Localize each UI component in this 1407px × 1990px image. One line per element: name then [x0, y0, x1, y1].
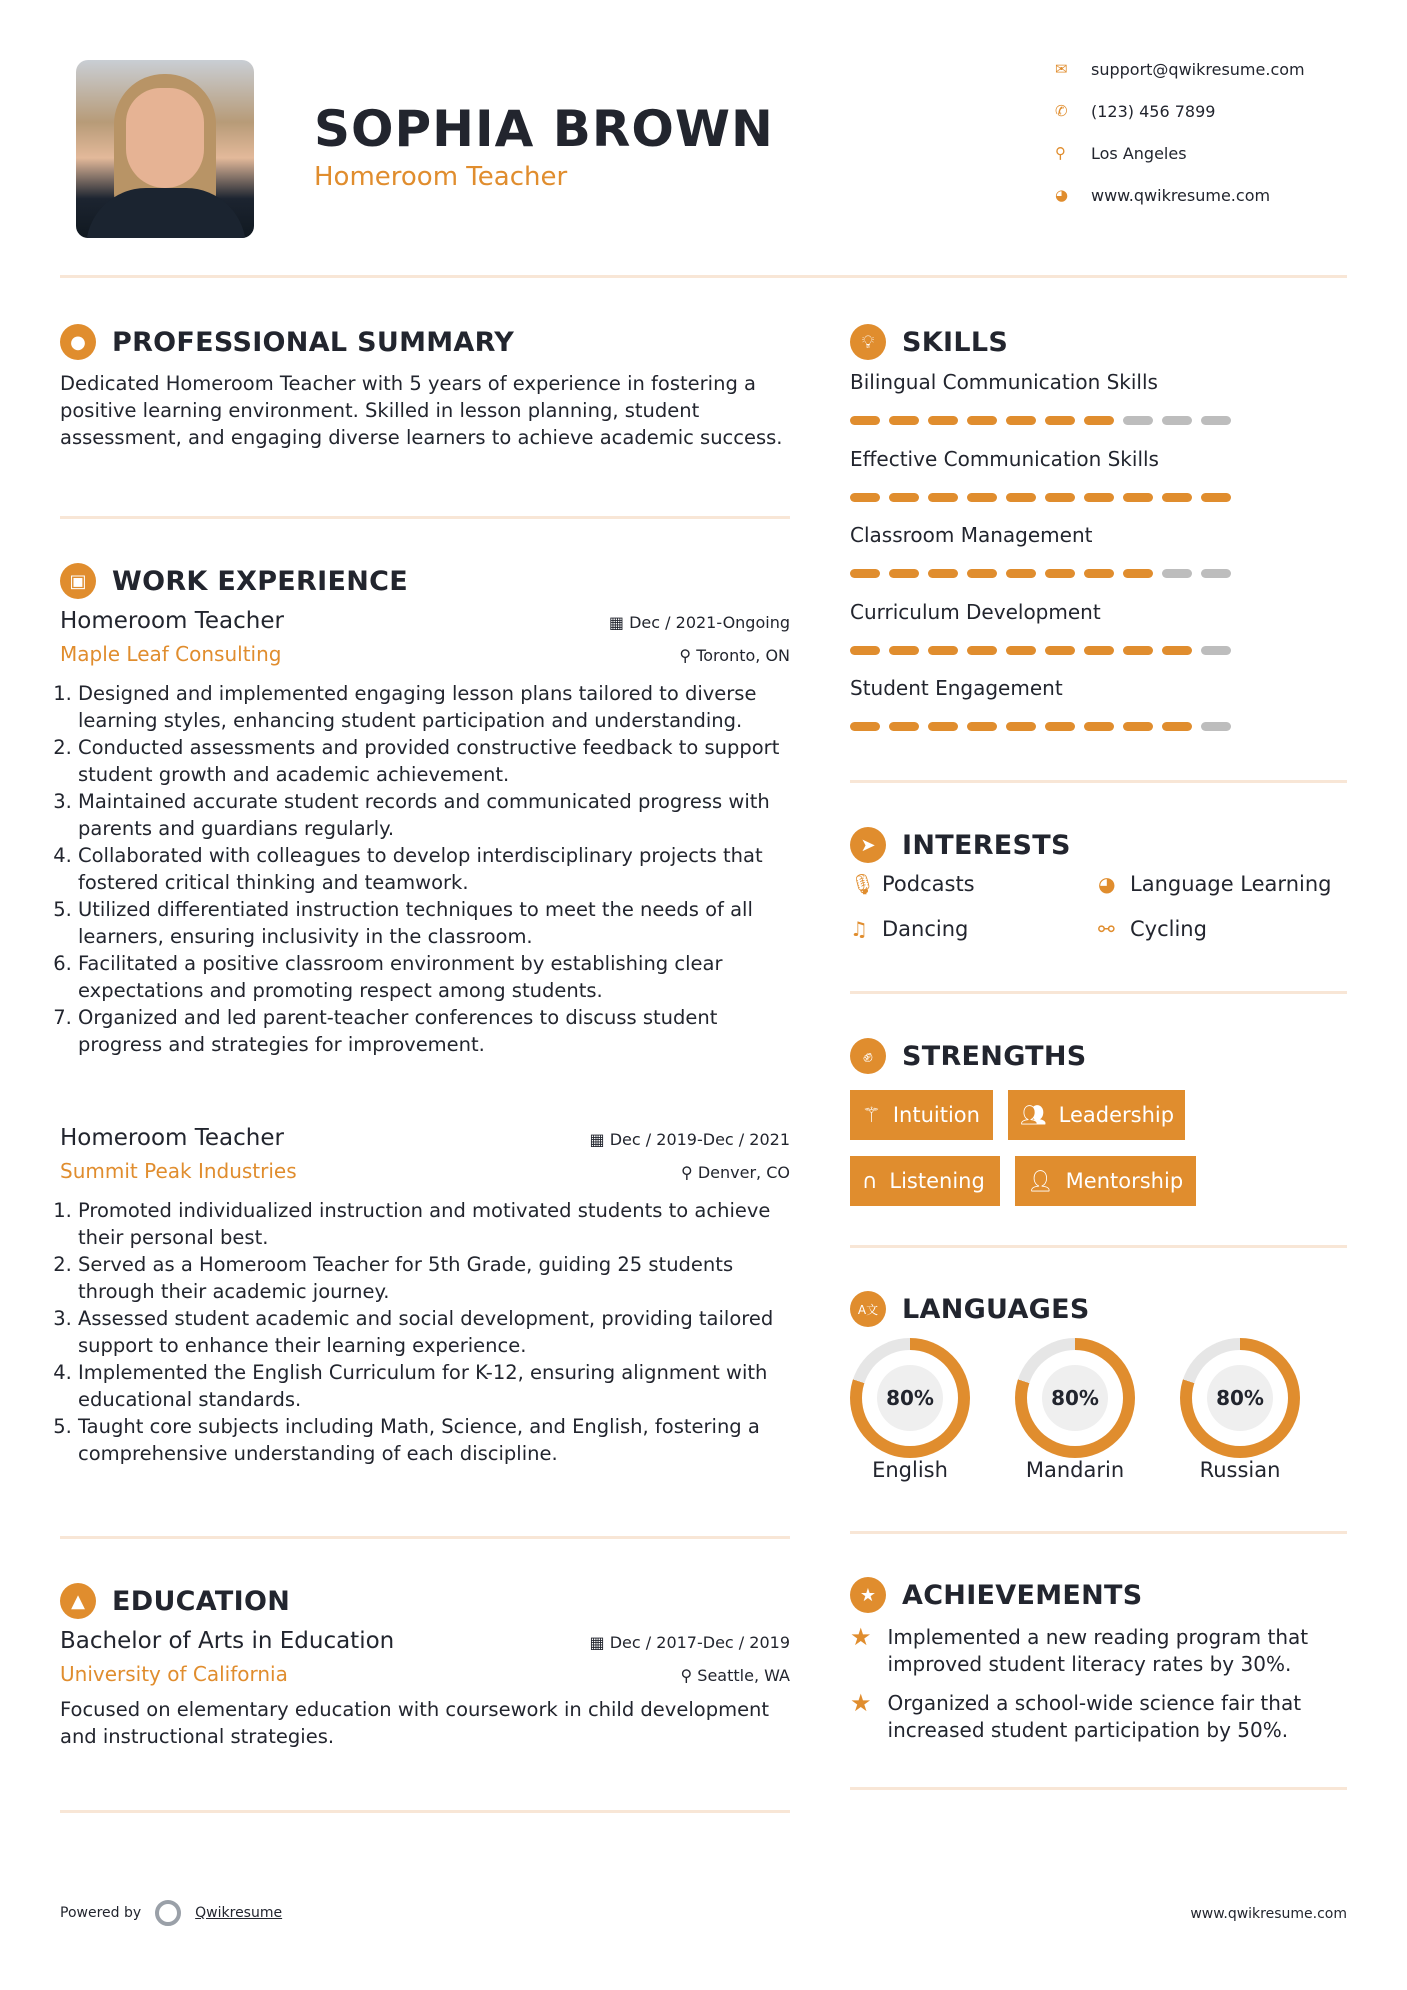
- section-heading-interests: [850, 827, 1071, 863]
- contact-website[interactable]: [1055, 174, 1355, 216]
- skill-level-dash: [850, 569, 880, 578]
- translate-icon: A文: [850, 1291, 886, 1327]
- skill-level-dash: [1201, 493, 1231, 502]
- skill-level-dash: [889, 646, 919, 655]
- date-text: Dec / 2021-Ongoing: [629, 613, 790, 632]
- interest-label: Podcasts: [882, 872, 975, 896]
- job-date: [590, 1130, 790, 1149]
- section-heading-education: [60, 1583, 290, 1619]
- skill-level-dash: [1201, 416, 1231, 425]
- strength-tag: [1008, 1090, 1185, 1140]
- job-location: [681, 1163, 790, 1182]
- star-badge-icon: ★: [850, 1577, 886, 1613]
- job-date: [609, 613, 790, 632]
- skill-level-dash: [928, 722, 958, 731]
- list-item: 6. Facilitated a positive classroom environment by establishing clear expectations and promoting respect among students.: [78, 950, 790, 1004]
- skill-label: Effective Communication Skills: [850, 446, 1159, 471]
- contact-text: (123) 456 7899: [1091, 101, 1216, 121]
- skill-level-dash: [1045, 569, 1075, 578]
- calendar-icon: ▦: [608, 613, 630, 632]
- strength-tag: [850, 1156, 1000, 1206]
- language-percent: 80%: [1207, 1365, 1273, 1431]
- skill-level-dash: [1084, 493, 1114, 502]
- star-icon: ★: [850, 1623, 872, 1651]
- divider: [850, 780, 1347, 783]
- language-percent: 80%: [1042, 1365, 1108, 1431]
- skill-level-dash: [1006, 416, 1036, 425]
- skill-level-dash: [1123, 646, 1153, 655]
- education-entry: [60, 1628, 790, 1750]
- summary-text: Dedicated Homeroom Teacher with 5 years of experience in fostering a positive learning environment. Skilled in lesson planning, student assessment, and engaging diverse learners to achieve academic success.: [60, 372, 783, 449]
- strength-label: Mentorship: [1065, 1169, 1184, 1193]
- globe-icon: ◕: [1098, 872, 1116, 896]
- microphone-icon: 🎙︎: [850, 872, 876, 896]
- section-title: ACHIEVEMENTS: [902, 1579, 1143, 1611]
- divider: [60, 1810, 790, 1813]
- list-item: 5. Utilized differentiated instruction techniques to meet the needs of all learners, ensuring inclusivity in the classroom.: [78, 896, 790, 950]
- language-percent: 80%: [877, 1365, 943, 1431]
- education-date: [590, 1633, 790, 1652]
- job-location: [679, 646, 790, 665]
- skill-level-dash: [850, 493, 880, 502]
- skill-level-dash: [1006, 646, 1036, 655]
- list-item: 4. Implemented the English Curriculum for K-12, ensuring alignment with educational standards.: [78, 1359, 790, 1413]
- strength-tag: [850, 1090, 993, 1140]
- strength-tag: [1015, 1156, 1196, 1206]
- divider: [850, 1531, 1347, 1534]
- contact-phone: [1055, 90, 1355, 132]
- contact-email[interactable]: [1055, 48, 1355, 90]
- location-text: Denver, CO: [697, 1163, 790, 1182]
- interest-item: [1098, 917, 1207, 941]
- list-item: 5. Taught core subjects including Math, Science, and English, fostering a comprehensive understanding of each discipline.: [78, 1413, 790, 1467]
- list-item: 7. Organized and led parent-teacher conferences to discuss student progress and strategies for improvement.: [78, 1004, 790, 1058]
- section-title: STRENGTHS: [902, 1040, 1087, 1072]
- candidate-name: SOPHIA BROWN: [314, 100, 774, 158]
- music-icon: ♫: [850, 917, 868, 941]
- skill-level-dash: [1162, 646, 1192, 655]
- section-heading-skills: [850, 324, 1008, 360]
- section-title: PROFESSIONAL SUMMARY: [112, 326, 515, 358]
- skill-level-bar: [850, 646, 1347, 655]
- donut-hole: [1027, 1350, 1123, 1446]
- lightbulb-icon: 💡︎: [850, 324, 886, 360]
- job-title: Homeroom Teacher: [60, 608, 284, 634]
- list-item: 1. Designed and implemented engaging lesson plans tailored to diverse learning styles, enhancing student participation and understanding.: [78, 680, 790, 734]
- bicycle-icon: ⚯: [1098, 917, 1115, 941]
- skill-item: [850, 370, 1347, 447]
- language-donut: [1015, 1338, 1135, 1458]
- skill-label: Classroom Management: [850, 523, 1093, 547]
- skill-level-dash: [1045, 646, 1075, 655]
- skill-level-dash: [1006, 569, 1036, 578]
- fist-icon: ✊︎: [850, 1038, 886, 1074]
- divider: [850, 1245, 1347, 1248]
- skill-level-dash: [967, 722, 997, 731]
- interest-item: [850, 917, 968, 941]
- user-plus-icon: 👤︎: [1027, 1168, 1054, 1193]
- donut-hole: [1192, 1350, 1288, 1446]
- achievement-item: [850, 1624, 1347, 1678]
- section-title: LANGUAGES: [902, 1293, 1090, 1325]
- list-item: 4. Collaborated with colleagues to develop interdisciplinary projects that fostered critical thinking and teamwork.: [78, 842, 790, 896]
- section-heading-summary: [60, 324, 514, 360]
- language-label: Russian: [1199, 1458, 1281, 1482]
- skill-level-dash: [1006, 722, 1036, 731]
- section-heading-languages: [850, 1291, 1090, 1327]
- skill-level-dash: [889, 569, 919, 578]
- skill-level-dash: [1045, 416, 1075, 425]
- job-entry: [60, 608, 790, 1058]
- section-title: SKILLS: [902, 326, 1009, 358]
- pin-icon: ⚲: [681, 1163, 698, 1182]
- list-item: 1. Promoted individualized instruction and motivated students to achieve their personal best.: [78, 1197, 790, 1251]
- skill-level-dash: [928, 493, 958, 502]
- skill-level-dash: [1162, 493, 1192, 502]
- skill-level-dash: [1201, 646, 1231, 655]
- skills-list: [850, 370, 1347, 753]
- headphones-icon: ∩: [862, 1169, 878, 1193]
- skill-level-dash: [1006, 493, 1036, 502]
- interest-label: Language Learning: [1130, 872, 1332, 896]
- envelope-icon: ✉: [1055, 60, 1068, 78]
- skill-level-dash: [928, 569, 958, 578]
- skill-level-dash: [1123, 416, 1153, 425]
- section-title: EDUCATION: [112, 1585, 291, 1617]
- divider: [60, 1536, 790, 1539]
- language-label: Mandarin: [1025, 1458, 1125, 1482]
- magic-wand-icon: ⚚: [862, 1103, 881, 1127]
- skill-level-dash: [889, 493, 919, 502]
- interest-item: [850, 872, 975, 896]
- section-heading-achievements: [850, 1577, 1143, 1613]
- skill-item: [850, 676, 1347, 753]
- contact-text: support@qwikresume.com: [1091, 59, 1305, 79]
- globe-icon: ◕: [1055, 186, 1069, 204]
- achievements-list: [850, 1624, 1347, 1756]
- skill-level-bar: [850, 569, 1347, 578]
- job-bullets: [60, 680, 790, 1058]
- skill-level-dash: [1123, 493, 1153, 502]
- footer-powered-by: [60, 1900, 282, 1926]
- skill-level-dash: [850, 722, 880, 731]
- skill-item: [850, 600, 1347, 677]
- list-item: 2. Served as a Homeroom Teacher for 5th Grade, guiding 25 students through their academic journey.: [78, 1251, 790, 1305]
- date-text: Dec / 2019-Dec / 2021: [609, 1130, 790, 1149]
- strength-label: Leadership: [1058, 1103, 1175, 1127]
- language-label: English: [872, 1458, 948, 1482]
- group-icon: 👥︎: [1020, 1102, 1047, 1127]
- contact-list: [1055, 48, 1355, 216]
- achievement-item: [850, 1690, 1347, 1744]
- skill-item: [850, 447, 1347, 524]
- section-title: WORK EXPERIENCE: [112, 565, 408, 597]
- section-title: INTERESTS: [902, 829, 1071, 861]
- degree: Bachelor of Arts in Education: [60, 1628, 395, 1654]
- divider: [60, 516, 790, 519]
- divider: [850, 1787, 1347, 1790]
- section-heading-strengths: [850, 1038, 1087, 1074]
- skill-level-dash: [1084, 646, 1114, 655]
- map-pin-icon: ⚲: [1055, 144, 1066, 162]
- skill-level-dash: [967, 493, 997, 502]
- skill-label: Student Engagement: [850, 676, 1063, 700]
- skill-level-dash: [889, 416, 919, 425]
- contact-text: www.qwikresume.com: [1091, 185, 1271, 205]
- skill-level-bar: [850, 416, 1347, 425]
- profile-photo: [76, 60, 254, 238]
- skill-level-bar: [850, 493, 1347, 502]
- skill-level-dash: [1201, 722, 1231, 731]
- job-entry: [60, 1125, 790, 1467]
- skill-item: [850, 523, 1347, 600]
- date-text: Dec / 2017-Dec / 2019: [609, 1633, 790, 1652]
- section-heading-experience: [60, 563, 408, 599]
- pin-icon: ⚲: [679, 646, 697, 665]
- strength-label: Listening: [889, 1169, 985, 1193]
- skill-label: Curriculum Development: [850, 599, 1101, 624]
- skill-level-dash: [1045, 493, 1075, 502]
- language-donut: [850, 1338, 970, 1458]
- pin-icon: ⚲: [680, 1666, 698, 1685]
- interest-label: Cycling: [1130, 917, 1207, 941]
- skill-level-dash: [1162, 722, 1192, 731]
- achievement-text: Implemented a new reading program that improved student literacy rates by 30%.: [887, 1625, 1309, 1676]
- education-location: [680, 1666, 790, 1685]
- divider: [850, 991, 1347, 994]
- job-bullets: [60, 1197, 790, 1467]
- candidate-role: Homeroom Teacher: [314, 162, 568, 192]
- skill-level-dash: [1084, 722, 1114, 731]
- skill-label: Bilingual Communication Skills: [850, 370, 1158, 394]
- skill-level-dash: [1201, 569, 1231, 578]
- skill-level-dash: [1162, 416, 1192, 425]
- skill-level-dash: [1123, 569, 1153, 578]
- briefcase-icon: ▣: [60, 563, 96, 599]
- brand-link[interactable]: Qwikresume: [195, 1905, 283, 1921]
- user-icon: ●: [60, 324, 96, 360]
- skill-level-dash: [1123, 722, 1153, 731]
- powered-by-text: Powered by: [60, 1905, 142, 1921]
- location-text: Seattle, WA: [697, 1666, 790, 1685]
- skill-level-dash: [850, 646, 880, 655]
- language-donut: [1180, 1338, 1300, 1458]
- skill-level-bar: [850, 722, 1347, 731]
- star-icon: ★: [850, 1689, 872, 1717]
- skill-level-dash: [1162, 569, 1192, 578]
- skill-level-dash: [928, 416, 958, 425]
- list-item: 3. Maintained accurate student records and communicated progress with parents and guardians regularly.: [78, 788, 790, 842]
- strength-label: Intuition: [892, 1103, 980, 1127]
- skill-level-dash: [1084, 416, 1114, 425]
- education-description: Focused on elementary education with coursework in child development and instructional strategies.: [60, 1698, 770, 1748]
- graduation-icon: ▲: [60, 1583, 96, 1619]
- calendar-icon: ▦: [589, 1130, 610, 1149]
- phone-icon: ✆: [1055, 102, 1068, 120]
- location-text: Toronto, ON: [696, 646, 790, 665]
- calendar-icon: ▦: [589, 1633, 610, 1652]
- list-item: 2. Conducted assessments and provided constructive feedback to support student growth and academic achievement.: [78, 734, 790, 788]
- skill-level-dash: [967, 416, 997, 425]
- skill-level-dash: [967, 646, 997, 655]
- interest-label: Dancing: [882, 917, 969, 941]
- paper-plane-icon: ➤: [850, 827, 886, 863]
- donut-hole: [862, 1350, 958, 1446]
- divider: [60, 275, 1347, 278]
- school-name: University of California: [60, 1662, 288, 1686]
- skill-level-dash: [967, 569, 997, 578]
- contact-location: [1055, 132, 1355, 174]
- interest-item: [1098, 872, 1331, 896]
- qwikresume-logo-icon: [155, 1900, 181, 1926]
- skill-level-dash: [889, 722, 919, 731]
- contact-text: Los Angeles: [1091, 143, 1187, 163]
- company-name: Summit Peak Industries: [60, 1159, 297, 1183]
- skill-level-dash: [1045, 722, 1075, 731]
- skill-level-dash: [1084, 569, 1114, 578]
- skill-level-dash: [928, 646, 958, 655]
- company-name: Maple Leaf Consulting: [60, 642, 282, 666]
- footer-url[interactable]: www.qwikresume.com: [1190, 1906, 1347, 1922]
- list-item: 3. Assessed student academic and social development, providing tailored support to enhance their learning experience.: [78, 1305, 790, 1359]
- job-title: Homeroom Teacher: [60, 1125, 284, 1151]
- achievement-text: Organized a school-wide science fair that increased student participation by 50%.: [887, 1691, 1302, 1742]
- skill-level-dash: [850, 416, 880, 425]
